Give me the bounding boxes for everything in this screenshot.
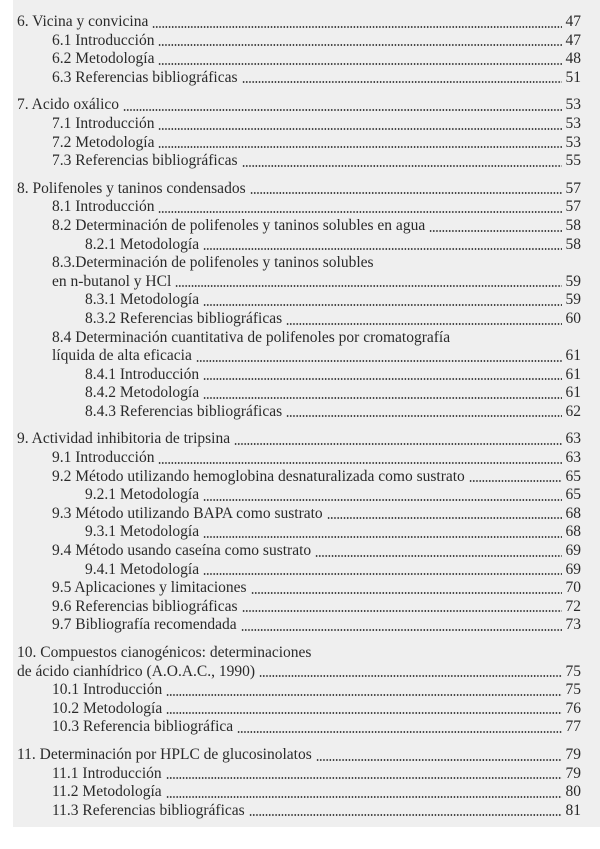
toc-entry-title: 8.3.1 Metodología	[85, 291, 200, 309]
dot-leader	[327, 517, 562, 519]
toc-page-number: 72	[565, 597, 581, 615]
dot-leader	[123, 109, 562, 111]
dot-leader	[152, 26, 562, 28]
toc-entry[interactable]	[0, 115, 600, 134]
toc-page-number: 68	[565, 523, 581, 541]
toc-page-number: 60	[565, 309, 581, 327]
toc-entry-title: 8. Polifenoles y taninos condensados	[17, 179, 246, 197]
dot-leader	[203, 248, 562, 250]
dot-leader	[158, 63, 562, 65]
toc-entry-title: 6.1 Introducción	[52, 31, 155, 49]
toc-entry-title: 9.1 Introducción	[52, 449, 155, 467]
toc-page-number: 73	[565, 616, 581, 634]
toc-entry[interactable]	[0, 579, 600, 598]
dot-leader	[166, 777, 562, 779]
toc-entry-title: 8.4 Determinación cuantitativa de polifenoles por cromatografía	[52, 328, 451, 346]
toc-entry[interactable]	[0, 700, 600, 719]
toc-page-number: 61	[565, 384, 581, 402]
toc-entry[interactable]	[0, 96, 600, 115]
toc-entry-title: 8.4.3 Referencias bibliográficas	[85, 402, 283, 420]
toc-entry-title: 10.3 Referencia bibliográfica	[52, 718, 234, 736]
toc-entry[interactable]	[0, 598, 600, 617]
dot-leader	[166, 796, 562, 798]
toc-page-number: 47	[565, 13, 581, 30]
toc-page-number: 69	[565, 542, 581, 560]
toc-entry[interactable]	[0, 449, 600, 468]
toc-page-number: 55	[565, 152, 581, 170]
toc-page-number: 77	[565, 718, 581, 736]
toc-entry-title: 11.2 Metodología	[52, 783, 162, 801]
dot-leader	[166, 694, 562, 696]
toc-entry-title: 7.2 Metodología	[52, 133, 155, 151]
dot-leader	[242, 81, 563, 83]
toc-entry[interactable]	[0, 430, 600, 449]
toc-entry[interactable]	[0, 523, 600, 542]
table-of-contents	[0, 13, 600, 829]
toc-page-number: 59	[565, 272, 581, 290]
toc-entry[interactable]	[0, 347, 600, 366]
toc-entry-title: 8.2.1 Metodología	[85, 235, 200, 253]
toc-entry-title: 6. Vicina y convicina	[17, 13, 149, 30]
toc-page-number: 70	[565, 579, 581, 597]
dot-leader	[249, 814, 562, 816]
toc-entry-title: 9.5 Aplicaciones y limitaciones	[52, 579, 247, 597]
toc-entry[interactable]	[0, 505, 600, 524]
toc-page-number: 51	[565, 68, 581, 86]
dot-leader	[316, 759, 562, 761]
dot-leader	[286, 415, 562, 417]
dot-leader	[203, 378, 562, 380]
dot-leader	[429, 230, 562, 232]
toc-page-number: 68	[565, 504, 581, 522]
toc-entry[interactable]	[0, 468, 600, 487]
dot-leader	[237, 731, 562, 733]
dot-leader	[158, 462, 562, 464]
dot-leader	[203, 536, 562, 538]
dot-leader	[166, 712, 562, 714]
dot-leader	[250, 192, 562, 194]
toc-entry[interactable]	[0, 366, 600, 385]
toc-section	[0, 644, 600, 737]
toc-page-number: 53	[565, 96, 581, 114]
toc-entry-title: 9.2.1 Metodología	[85, 486, 200, 504]
dot-leader	[234, 443, 562, 445]
toc-entry-title: de ácido cianhídrico (A.O.A.C., 1990)	[17, 662, 256, 680]
toc-page-number: 53	[565, 114, 581, 132]
toc-page-number: 48	[565, 50, 581, 68]
toc-section	[0, 430, 600, 635]
toc-entry-title: 7. Acido oxálico	[17, 96, 120, 114]
toc-entry[interactable]	[0, 681, 600, 700]
toc-entry[interactable]	[0, 69, 600, 88]
toc-entry[interactable]	[0, 718, 600, 737]
toc-entry-title: líquida de alta eficacia	[52, 347, 192, 365]
toc-entry-title: en n-butanol y HCl	[52, 272, 172, 290]
toc-entry-title: 9.2 Método utilizando hemoglobina desnaturalizada como sustrato	[52, 467, 465, 485]
toc-page-number: 65	[565, 486, 581, 504]
toc-entry-title: 8.2 Determinación de polifenoles y taninos solubles en agua	[52, 216, 426, 234]
toc-page-number: 57	[565, 198, 581, 216]
toc-entry-title: 8.3.Determinación de polifenoles y taninos solubles	[52, 254, 374, 272]
toc-entry[interactable]	[0, 765, 600, 784]
toc-entry[interactable]	[0, 32, 600, 51]
toc-entry[interactable]	[0, 644, 600, 663]
dot-leader	[158, 211, 562, 213]
toc-entry-title: 10.1 Introducción	[52, 681, 163, 699]
toc-entry[interactable]	[0, 403, 600, 422]
dot-leader	[251, 592, 562, 594]
toc-page-number: 47	[565, 31, 581, 49]
dot-leader	[242, 610, 563, 612]
toc-section	[0, 96, 600, 170]
toc-section	[0, 746, 600, 820]
dot-leader	[158, 44, 562, 46]
toc-entry[interactable]	[0, 329, 600, 348]
toc-entry[interactable]	[0, 180, 600, 199]
toc-page-number: 58	[565, 216, 581, 234]
toc-page-number: 79	[565, 764, 581, 782]
toc-entry-title: 9.6 Referencias bibliográficas	[52, 597, 238, 615]
toc-entry-title: 8.1 Introducción	[52, 198, 155, 216]
toc-entry[interactable]	[0, 198, 600, 217]
toc-entry-title: 6.2 Metodología	[52, 50, 155, 68]
toc-page-number: 59	[565, 291, 581, 309]
toc-entry-title: 9.7 Bibliografía recomendada	[52, 616, 237, 634]
toc-entry-title: 10. Compuestos cianogénicos: determinaciones	[17, 644, 312, 661]
dot-leader	[242, 165, 563, 167]
toc-page-number: 65	[565, 467, 581, 485]
toc-page-number: 62	[565, 402, 581, 420]
toc-page-number: 61	[565, 365, 581, 383]
dot-leader	[175, 285, 562, 287]
dot-leader	[203, 304, 562, 306]
toc-page-number: 81	[565, 801, 581, 819]
toc-entry[interactable]	[0, 384, 600, 403]
toc-entry[interactable]	[0, 273, 600, 292]
toc-entry-title: 7.1 Introducción	[52, 114, 155, 132]
toc-page-number: 63	[565, 449, 581, 467]
toc-page-number: 79	[565, 745, 581, 763]
dot-leader	[203, 397, 562, 399]
toc-entry-title: 9.3.1 Metodología	[85, 523, 200, 541]
toc-entry[interactable]	[0, 134, 600, 153]
dot-leader	[241, 629, 562, 631]
toc-page-number: 53	[565, 133, 581, 151]
dot-leader	[196, 360, 562, 362]
toc-entry[interactable]	[0, 236, 600, 255]
toc-page-number: 76	[565, 699, 581, 717]
toc-entry-title: 10.2 Metodología	[52, 699, 163, 717]
toc-entry[interactable]	[0, 291, 600, 310]
toc-entry[interactable]	[0, 13, 600, 32]
dot-leader	[315, 555, 562, 557]
toc-entry[interactable]	[0, 542, 600, 561]
toc-entry[interactable]	[0, 310, 600, 329]
toc-entry[interactable]	[0, 663, 600, 682]
toc-entry-title: 11.1 Introducción	[52, 764, 162, 782]
dot-leader	[203, 499, 562, 501]
toc-page-number: 61	[565, 347, 581, 365]
toc-page-number: 80	[565, 783, 581, 801]
dot-leader	[469, 480, 562, 482]
toc-section	[0, 180, 600, 422]
dot-leader	[203, 573, 562, 575]
toc-page-number: 69	[565, 560, 581, 578]
toc-entry[interactable]	[0, 152, 600, 171]
toc-entry-title: 9.4.1 Metodología	[85, 560, 200, 578]
toc-entry[interactable]	[0, 616, 600, 635]
toc-entry-title: 9. Actividad inhibitoria de tripsina	[17, 430, 231, 448]
toc-page-number: 57	[565, 179, 581, 197]
toc-entry-title: 8.4.2 Metodología	[85, 384, 200, 402]
toc-entry-title: 9.3 Método utilizando BAPA como sustrato	[52, 504, 323, 522]
toc-entry-title: 11. Determinación por HPLC de glucosinolatos	[17, 745, 312, 763]
toc-entry[interactable]	[0, 486, 600, 505]
dot-leader	[259, 675, 562, 677]
toc-page-number: 75	[565, 681, 581, 699]
dot-leader	[286, 323, 562, 325]
dot-leader	[158, 146, 562, 148]
toc-section	[0, 13, 600, 87]
toc-entry[interactable]	[0, 746, 600, 765]
toc-entry-title: 8.4.1 Introducción	[85, 365, 200, 383]
toc-page-number: 75	[565, 662, 581, 680]
toc-entry[interactable]	[0, 254, 600, 273]
toc-entry-title: 8.3.2 Referencias bibliográficas	[85, 309, 283, 327]
toc-entry-title: 9.4 Método usando caseína como sustrato	[52, 542, 312, 560]
toc-entry-title: 7.3 Referencias bibliográficas	[52, 152, 238, 170]
toc-entry-title: 11.3 Referencias bibliográficas	[52, 801, 245, 819]
toc-entry[interactable]	[0, 783, 600, 802]
toc-entry[interactable]	[0, 50, 600, 69]
toc-entry-title: 6.3 Referencias bibliográficas	[52, 68, 238, 86]
toc-entry[interactable]	[0, 561, 600, 580]
toc-page-number: 63	[565, 430, 581, 448]
toc-entry[interactable]	[0, 802, 600, 821]
dot-leader	[158, 128, 562, 130]
toc-entry[interactable]	[0, 217, 600, 236]
toc-page-number: 58	[565, 235, 581, 253]
